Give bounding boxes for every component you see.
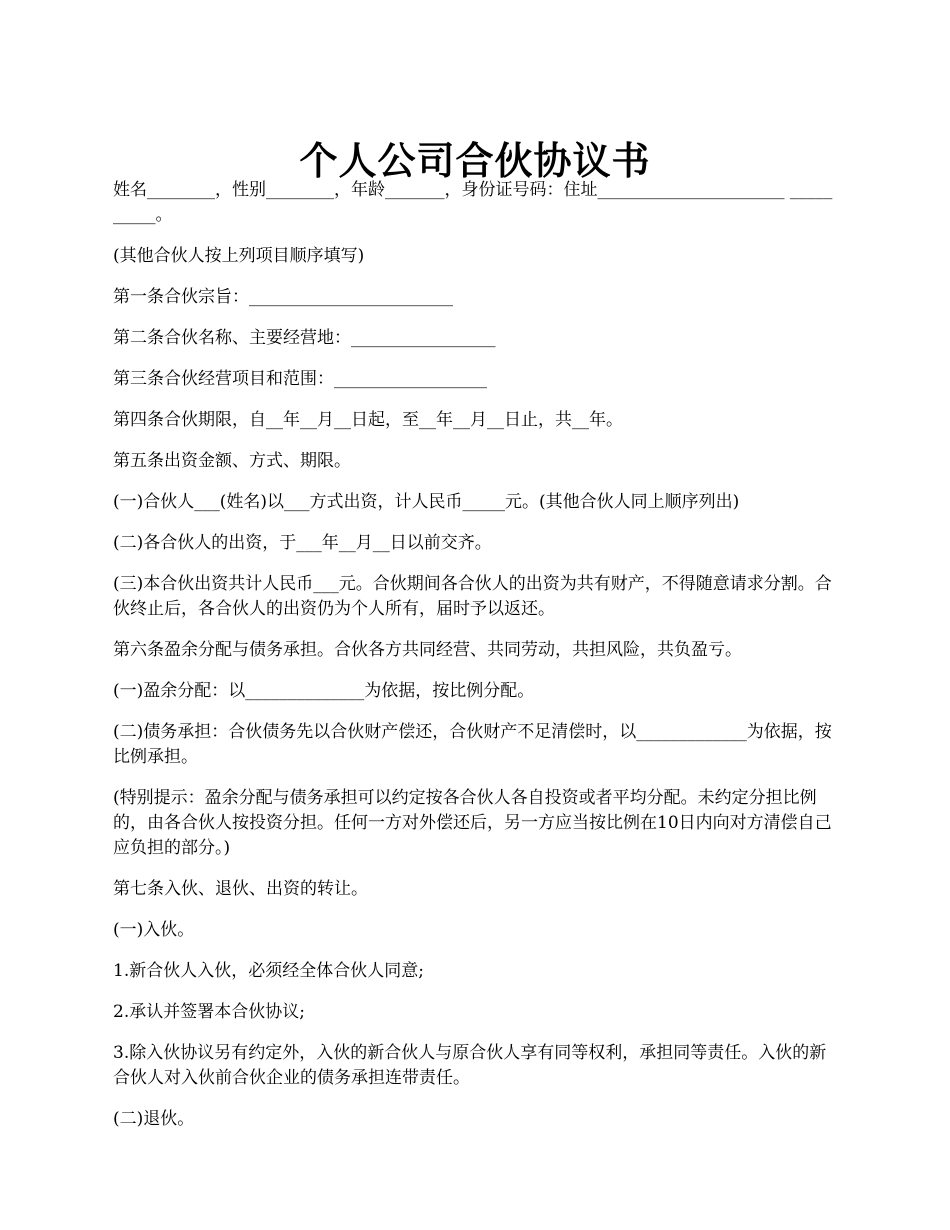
special-note: (特别提示：盈余分配与债务承担可以约定按各合伙人各自投资或者平均分配。未约定分担比例的，由各合伙人按投资分担。任何一方对外偿还后，另一方应当按比例在10日内向对方清偿自己应负担的部分。) bbox=[113, 788, 832, 858]
article-7-item-1: (一)入伙。 bbox=[113, 920, 195, 940]
admission-clause-3: 3.除入伙协议另有约定外，入伙的新合伙人与原合伙人享有同等权利，承担同等责任。入伙的新合伙人对入伙前合伙企业的债务承担连带责任。 bbox=[113, 1043, 827, 1088]
paragraph-personal-info: 姓名________，性别________，年龄_______，身份证号码：住址______________________ __________。 bbox=[113, 180, 833, 225]
article-4-term: 第四条合伙期限，自__年__月__日起，至__年__月__日止，共__年。 bbox=[113, 410, 623, 430]
article-7-item-2: (二)退伙。 bbox=[113, 1109, 195, 1129]
article-3-business-scope: 第三条合伙经营项目和范围：__________________ bbox=[113, 369, 487, 389]
article-6-profit-debt: 第六条盈余分配与债务承担。合伙各方共同经营、共同劳动，共担风险，共负盈亏。 bbox=[113, 640, 742, 660]
document-title: 个人公司合伙协议书 bbox=[299, 138, 651, 184]
article-6-item-2: (二)债务承担：合伙债务先以合伙财产偿还，合伙财产不足清偿时，以_____________为依据，按比例承担。 bbox=[113, 722, 832, 767]
article-1-purpose: 第一条合伙宗旨：________________________ bbox=[113, 287, 453, 307]
article-5-item-3: (三)本合伙出资共计人民币___元。合伙期间各合伙人的出资为共有财产，不得随意请求分割。合伙终止后，各合伙人的出资仍为个人所有，届时予以返还。 bbox=[113, 574, 832, 619]
admission-clause-1: 1.新合伙人入伙，必须经全体合伙人同意; bbox=[113, 961, 424, 981]
admission-clause-2: 2.承认并签署本合伙协议; bbox=[113, 1002, 305, 1022]
document-body bbox=[113, 178, 838, 1148]
article-5-capital: 第五条出资金额、方式、期限。 bbox=[113, 451, 351, 471]
paragraph-other-partners-note: (其他合伙人按上列项目顺序填写) bbox=[113, 246, 365, 266]
article-5-item-1: (一)合伙人___(姓名)以___方式出资，计人民币_____元。(其他合伙人同上顺序列出) bbox=[113, 492, 740, 512]
article-6-item-1: (一)盈余分配：以______________为依据，按比例分配。 bbox=[113, 681, 535, 701]
article-2-name-location: 第二条合伙名称、主要经营地：_________________ bbox=[113, 328, 496, 348]
article-5-item-2: (二)各合伙人的出资，于___年__月__日以前交齐。 bbox=[113, 533, 492, 553]
article-7-admission-withdrawal: 第七条入伙、退伙、出资的转让。 bbox=[113, 879, 368, 899]
